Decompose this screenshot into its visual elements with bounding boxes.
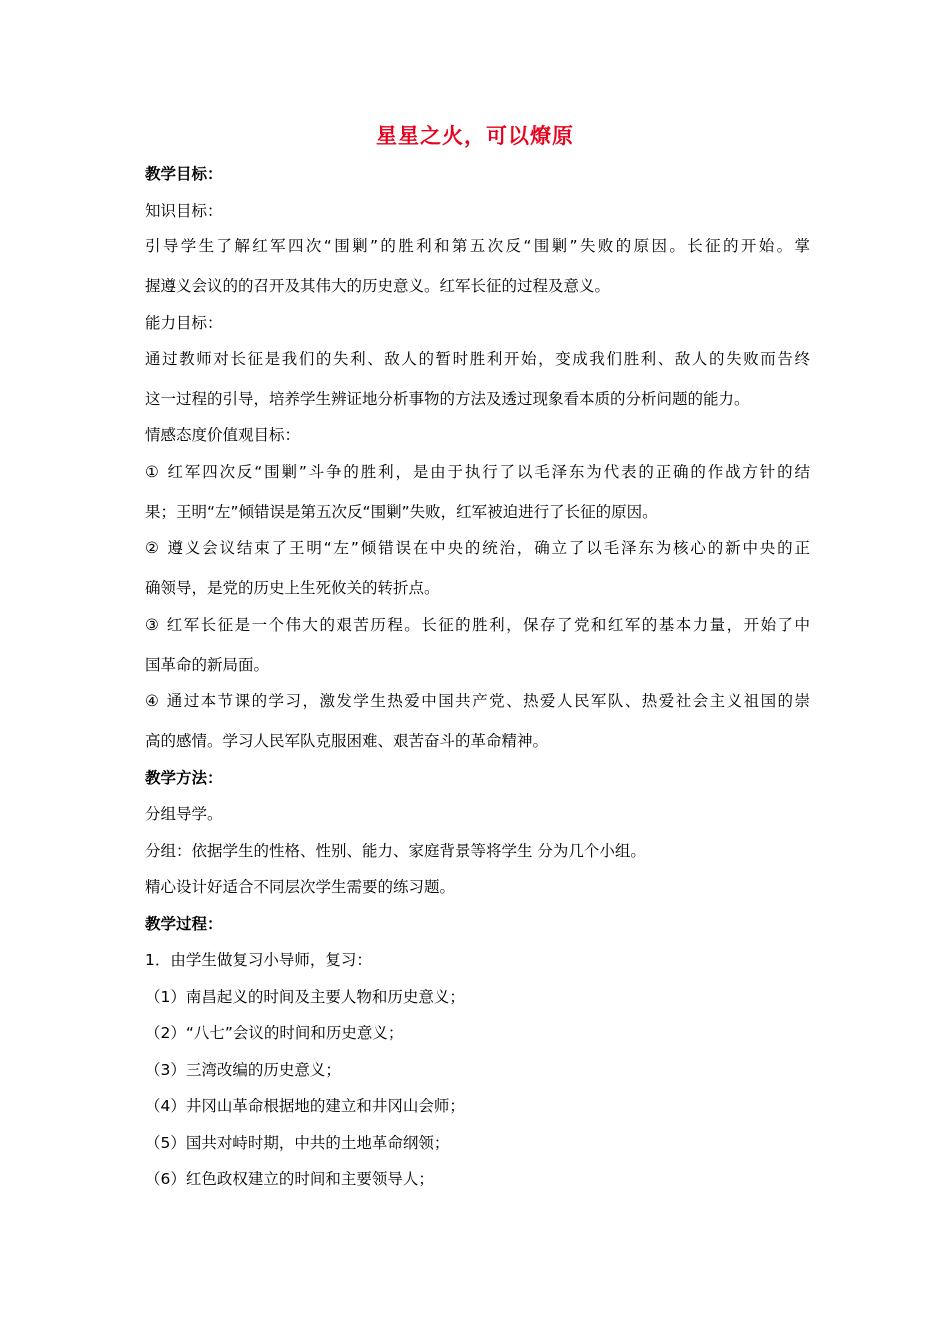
paragraph-line: 精心设计好适合不同层次学生需要的练习题。: [145, 878, 456, 896]
paragraph-line: 这一过程的引导，培养学生辨证地分析事物的方法及透过现象看本质的分析问题的能力。: [145, 390, 750, 408]
review-item: （6）红色政权建立的时间和主要领导人；: [145, 1170, 434, 1188]
subheading-attitude: 情感态度价值观目标：: [145, 426, 301, 444]
paragraph-line: 分组导学。: [145, 805, 223, 823]
review-item: （5）国共对峙时期，中共的土地革命纲领；: [145, 1134, 450, 1152]
review-item: （4）井冈山革命根据地的建立和井冈山会师；: [145, 1097, 465, 1115]
section-heading-methods: 教学方法：: [145, 769, 223, 787]
review-item: （1）南昌起义的时间及主要人物和历史意义；: [145, 988, 465, 1006]
paragraph-line: 1．由学生做复习小导师，复习：: [145, 951, 372, 969]
paragraph-line: 分组：依据学生的性格、性别、能力、家庭背景等将学生 分为几个小组。: [145, 842, 646, 860]
list-item-1: ① 红军四次反“围剿”斗争的胜利，是由于执行了以毛泽东为代表的正确的作战方针的结: [145, 463, 810, 481]
list-item-3: ③ 红军长征是一个伟大的艰苦历程。长征的胜利，保存了党和红军的基本力量，开始了中: [145, 616, 810, 634]
paragraph-line: 引导学生了解红军四次“围剿”的胜利和第五次反“围剿”失败的原因。长征的开始。掌: [145, 237, 810, 255]
list-item-4: ④ 通过本节课的学习，激发学生热爱中国共产党、热爱人民军队、热爱社会主义祖国的崇: [145, 692, 810, 710]
list-item-1-cont: 果；王明“左”倾错误是第五次反“围剿”失败，红军被迫进行了长征的原因。: [145, 503, 658, 521]
subheading-ability: 能力目标：: [145, 314, 223, 332]
subheading-knowledge: 知识目标：: [145, 202, 223, 220]
list-item-2-cont: 确领导，是党的历史上生死攸关的转折点。: [145, 579, 440, 597]
paragraph-line: 通过教师对长征是我们的失利、敌人的暂时胜利开始，变成我们胜利、敌人的失败而告终: [145, 350, 810, 368]
list-item-3-cont: 国革命的新局面。: [145, 656, 270, 674]
section-heading-process: 教学过程：: [145, 915, 223, 933]
review-item: （3）三湾改编的历史意义；: [145, 1061, 341, 1079]
document-title: 星星之火，可以燎原: [376, 124, 574, 148]
review-item: （2）“八七”会议的时间和历史意义；: [145, 1024, 404, 1042]
paragraph-line: 握遵义会议的的召开及其伟大的历史意义。红军长征的过程及意义。: [145, 277, 611, 295]
section-heading-objectives: 教学目标：: [145, 165, 223, 183]
list-item-2: ② 遵义会议结束了王明“左”倾错误在中央的统治，确立了以毛泽东为核心的新中央的正: [145, 539, 810, 557]
list-item-4-cont: 高的感情。学习人民军队克服困难、艰苦奋斗的革命精神。: [145, 732, 549, 750]
